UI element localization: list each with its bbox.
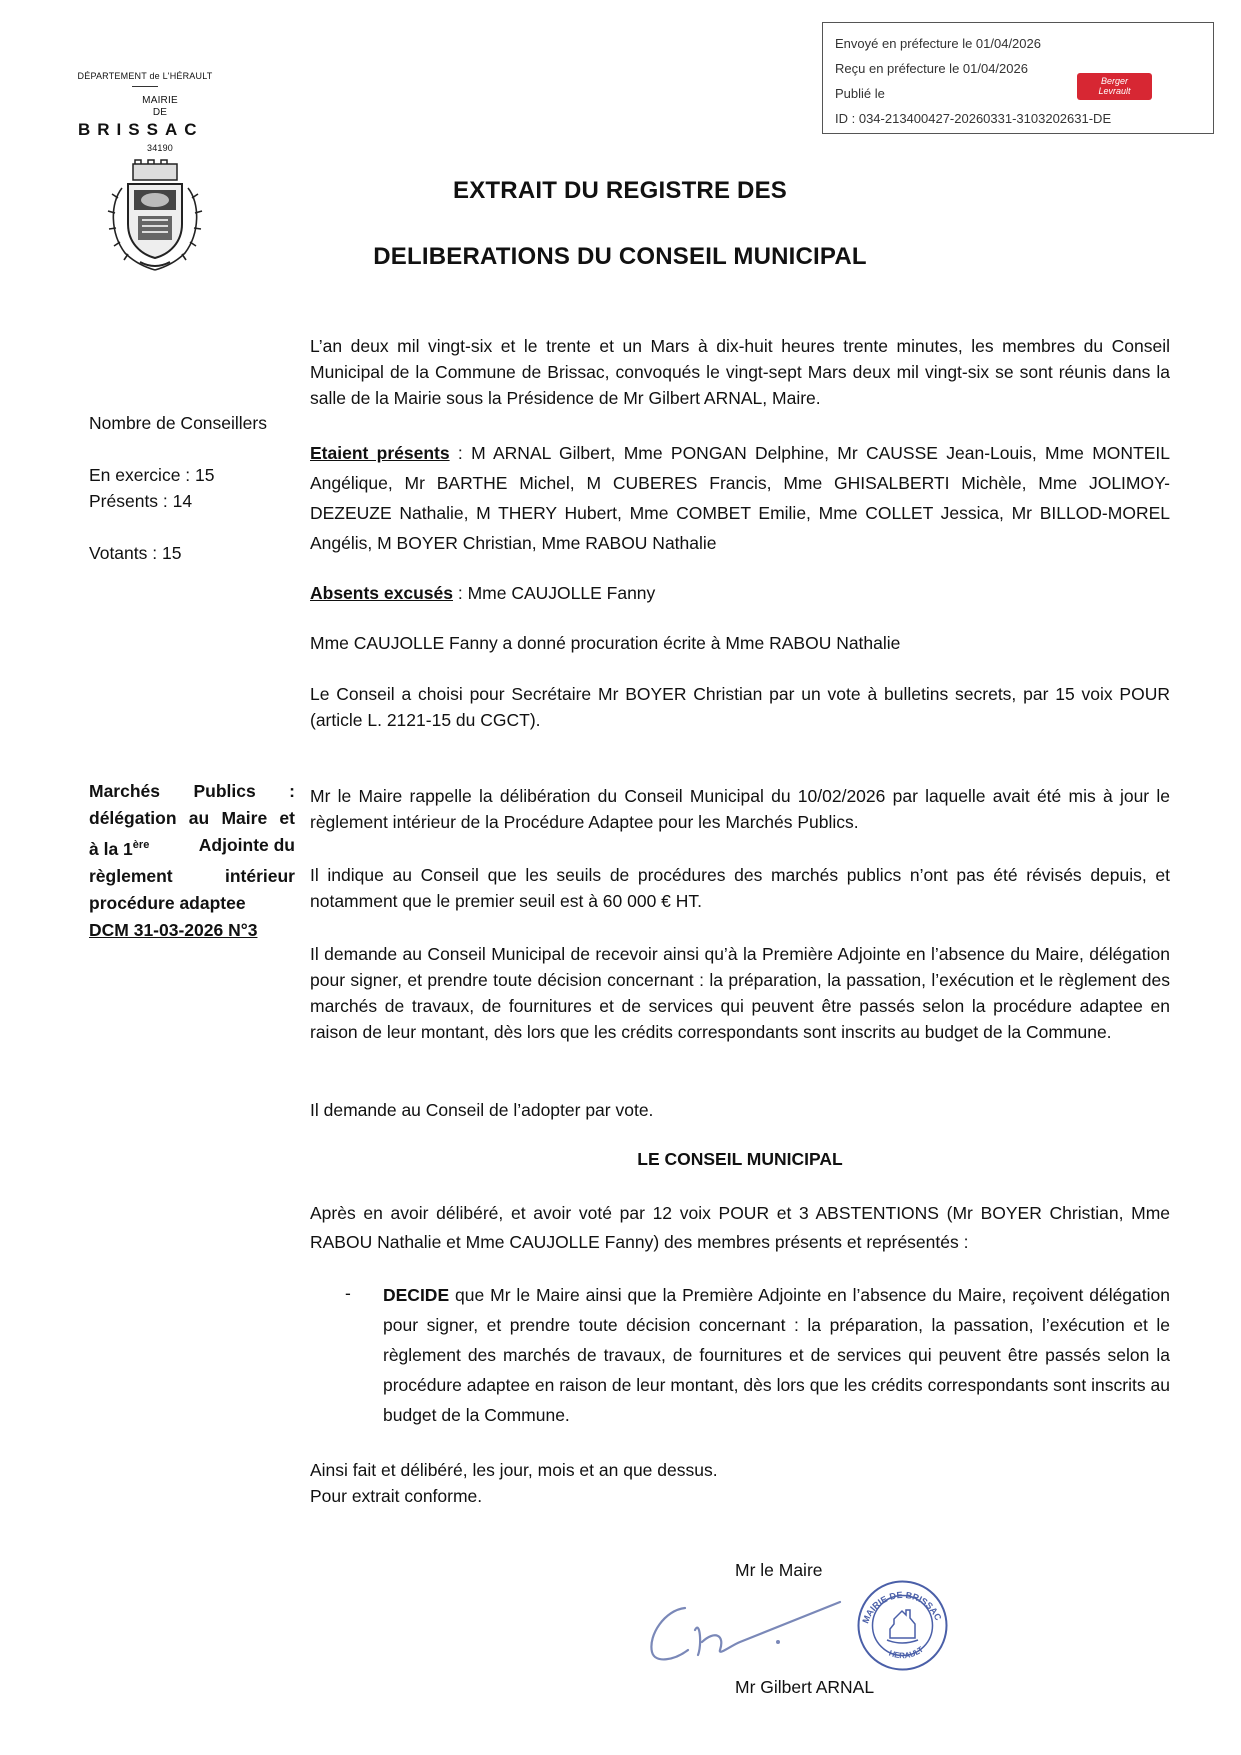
- logo-text-1: Berger: [1100, 76, 1128, 86]
- body-paragraph-4: Il demande au Conseil de l’adopter par vote.: [310, 1100, 654, 1120]
- berger-levrault-logo: [1077, 73, 1152, 100]
- subject-line-2: délégation au Maire et: [89, 808, 295, 828]
- subject-line-3b: Adjointe du: [198, 835, 295, 855]
- title-line-1: EXTRAIT DU REGISTRE DES: [453, 177, 787, 204]
- subject-block: [89, 778, 295, 944]
- subject-line-3-start: [89, 832, 149, 863]
- stamp-sent: Envoyé en préfecture le 01/04/2026: [835, 36, 1041, 51]
- departement-label: DÉPARTEMENT de L'HÉRAULT: [77, 71, 213, 81]
- closing-line-1: Ainsi fait et délibéré, les jour, mois et an que dessus.: [310, 1460, 718, 1480]
- svg-text:HERAULT: HERAULT: [887, 1644, 926, 1661]
- subject-line-5: procédure adaptee: [89, 892, 246, 913]
- decide-text: que Mr le Maire ainsi que la Première Adjointe en l’absence du Maire, reçoivent délégation pour signer, et prendre toute décision concernant : la préparation, la passation, l’exécution et le règlement des marchés de travaux, de fournitures et de services qui peuvent être passés selon la procédure adaptee en raison de leur montant, dès lors que les crédits correspondants sont inscrits au budget de la Commune.: [383, 1285, 1170, 1425]
- closing-line-2: Pour extrait conforme.: [310, 1486, 483, 1506]
- svg-text:MAIRIE DE BRISSAC: MAIRIE DE BRISSAC: [860, 1589, 944, 1625]
- body-paragraph-1: Mr le Maire rappelle la délibération du Conseil Municipal du 10/02/2026 par laquelle avait été mis à jour le règlement intérieur de la Procédure Adaptee pour les Marchés Publics.: [310, 786, 1170, 832]
- postcode: 34190: [146, 143, 174, 153]
- mairie-seal-icon: [855, 1578, 950, 1673]
- logo-text-2: Levrault: [1098, 86, 1131, 96]
- body-paragraph-5: Après en avoir délibéré, et avoir voté par 12 voix POUR et 3 ABSTENTIONS (Mr BOYER Christian, Mme RABOU Nathalie et Mme CAUJOLLE Fanny) des membres présents et représentés :: [310, 1203, 1170, 1252]
- decide-dash: -: [345, 1283, 351, 1303]
- decide-label: DECIDE: [383, 1285, 450, 1305]
- subject-ref: DCM 31-03-2026 N°3: [89, 919, 258, 940]
- secretaire-text: Le Conseil a choisi pour Secrétaire Mr BOYER Christian par un vote à bulletins secrets, par 15 voix POUR (article L. 2121-15 du CGCT).: [310, 684, 1170, 730]
- subject-line-1: Marchés Publics :: [89, 781, 295, 801]
- counts-votants: Votants : 15: [89, 543, 182, 563]
- stamp-published: Publié le: [835, 86, 885, 101]
- handwritten-signature: [640, 1590, 850, 1670]
- stamp-id: ID : 034-213400427-20260331-3103202631-DE: [835, 111, 1112, 126]
- mairie-label: MAIRIE: [142, 95, 178, 106]
- stamp-received: Reçu en préfecture le 01/04/2026: [835, 61, 1028, 76]
- subject-line-3: [89, 832, 295, 863]
- decide-paragraph: [383, 1280, 1170, 1430]
- subject-line-4: règlement intérieur: [89, 865, 295, 886]
- council-heading: LE CONSEIL MUNICIPAL: [637, 1149, 843, 1169]
- counts-exercice: En exercice : 15: [89, 465, 215, 485]
- de-label: DE: [152, 107, 168, 118]
- absents-paragraph: [310, 580, 1170, 606]
- presents-list: : M ARNAL Gilbert, Mme PONGAN Delphine, Mr CAUSSE Jean-Louis, Mme MONTEIL Angélique, Mr BARTHE Michel, M CUBERES Francis, Mme GHISALBERTI Michèle, Mme JOLIMOY-DEZEUZE Nathalie, M THERY Hubert, Mme COMBET Emilie, Mme COLLET Jessica, Mr BILLOD-MOREL Angélis, M BOYER Christian, Mme RABOU Nathalie: [310, 443, 1171, 553]
- mayor-role: Mr le Maire: [735, 1560, 823, 1580]
- header-divider: [132, 86, 158, 87]
- counts-presents: Présents : 14: [89, 491, 193, 511]
- procuration-text: Mme CAUJOLLE Fanny a donné procuration écrite à Mme RABOU Nathalie: [310, 633, 901, 653]
- presents-label: Etaient présents: [310, 443, 450, 463]
- mayor-name: Mr Gilbert ARNAL: [735, 1677, 875, 1697]
- prefecture-stamp: [822, 22, 1214, 134]
- body-paragraph-3: Il demande au Conseil Municipal de recevoir ainsi qu’à la Première Adjointe en l’absence du Maire, délégation pour signer, et prendre toute décision concernant : la préparation, la passation, l’exécution et le règlement des marchés de travaux, de fournitures et de services qui peuvent être passés selon la procédure adaptee en raison de leur montant, dès lors que les crédits correspondants sont inscrits au budget de la Commune.: [310, 944, 1170, 1042]
- commune-name: BRISSAC: [78, 120, 204, 139]
- absents-list: : Mme CAUJOLLE Fanny: [453, 583, 656, 603]
- body-paragraph-2: Il indique au Conseil que les seuils de procédures des marchés publics n’ont pas été révisés depuis, et notamment que le premier seuil est à 60 000 € HT.: [310, 865, 1170, 911]
- subject-line-3a: à la 1: [89, 838, 133, 859]
- presents-paragraph: [310, 438, 1170, 558]
- intro-paragraph: L’an deux mil vingt-six et le trente et un Mars à dix-huit heures trente minutes, les membres du Conseil Municipal de la Commune de Brissac, convoqués le vingt-sept Mars deux mil vingt-six se sont réunis dans la salle de la Mairie sous la Présidence de Mr Gilbert ARNAL, Maire.: [310, 336, 1170, 408]
- title-line-2: DELIBERATIONS DU CONSEIL MUNICIPAL: [373, 243, 867, 270]
- counts-heading: Nombre de Conseillers: [89, 413, 267, 433]
- absents-label: Absents excusés: [310, 583, 453, 603]
- subject-line-3-sup: ère: [132, 839, 150, 851]
- coat-of-arms-icon: [100, 158, 210, 276]
